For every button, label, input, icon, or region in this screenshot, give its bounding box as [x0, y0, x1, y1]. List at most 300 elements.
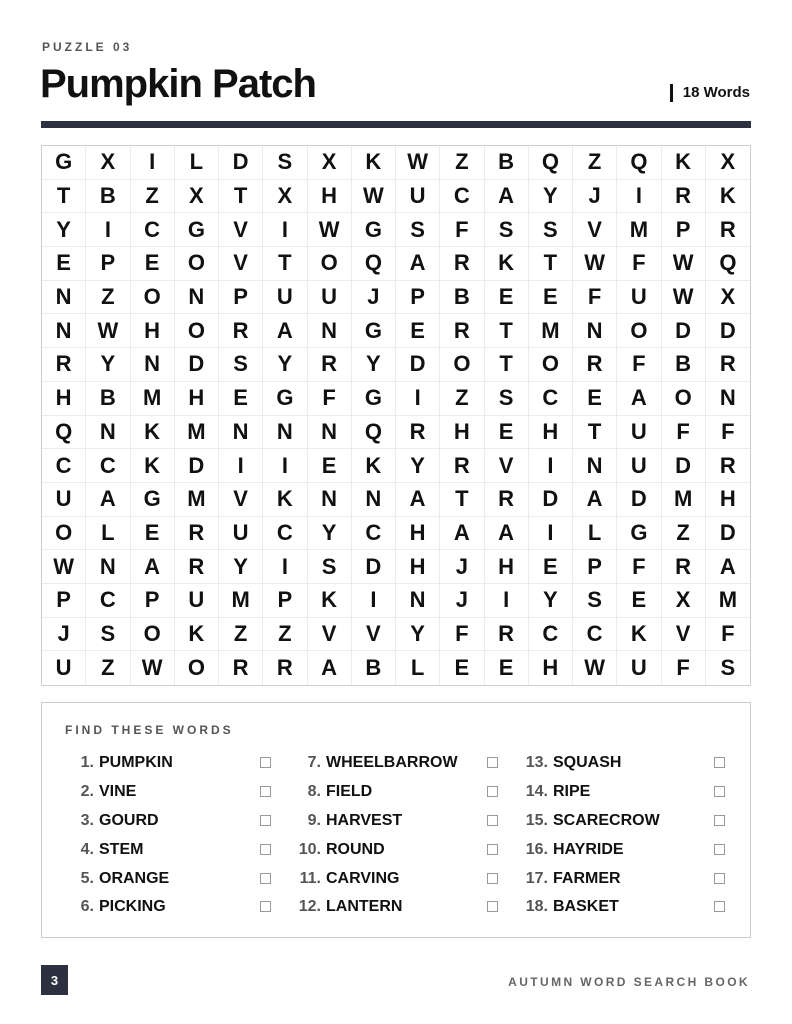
grid-cell[interactable]: W [573, 247, 617, 281]
grid-cell[interactable]: A [485, 517, 529, 551]
grid-cell[interactable]: H [529, 651, 573, 685]
grid-cell[interactable]: L [573, 517, 617, 551]
grid-cell[interactable]: Y [263, 348, 307, 382]
grid-cell[interactable]: K [485, 247, 529, 281]
grid-cell[interactable]: D [396, 348, 440, 382]
grid-cell[interactable]: I [86, 213, 130, 247]
word-checkbox[interactable] [260, 757, 271, 768]
grid-cell[interactable]: S [396, 213, 440, 247]
grid-cell[interactable]: R [175, 550, 219, 584]
grid-cell[interactable]: M [529, 314, 573, 348]
grid-cell[interactable]: E [396, 314, 440, 348]
grid-cell[interactable]: Z [662, 517, 706, 551]
grid-cell[interactable]: W [42, 550, 86, 584]
grid-cell[interactable]: J [42, 618, 86, 652]
word-checkbox[interactable] [714, 757, 725, 768]
grid-cell[interactable]: Y [86, 348, 130, 382]
word-list-item [289, 807, 501, 836]
grid-cell[interactable]: H [529, 416, 573, 450]
grid-cell[interactable]: H [131, 314, 175, 348]
grid-cell[interactable]: K [662, 146, 706, 180]
grid-cell[interactable]: R [706, 213, 750, 247]
grid-cell[interactable]: T [485, 314, 529, 348]
grid-cell[interactable]: U [263, 281, 307, 315]
grid-cell[interactable]: I [617, 180, 661, 214]
word-list-item [516, 778, 728, 807]
grid-cell[interactable]: G [352, 213, 396, 247]
word-number: 12. [298, 898, 321, 916]
grid-cell[interactable]: S [720, 655, 736, 681]
grid-cell[interactable]: L [175, 146, 219, 180]
grid-cell[interactable]: A [131, 550, 175, 584]
grid-cell[interactable]: K [617, 618, 661, 652]
grid-cell[interactable]: O [308, 247, 352, 281]
word-text: FIELD [326, 783, 373, 801]
grid-cell[interactable]: U [617, 651, 661, 685]
grid-cell[interactable]: F [573, 281, 617, 315]
word-text: STEM [99, 840, 144, 858]
grid-cell[interactable]: Z [219, 618, 263, 652]
word-text: GOURD [99, 811, 159, 829]
grid-cell[interactable]: W [396, 146, 440, 180]
grid-cell[interactable]: P [131, 584, 175, 618]
grid-cell[interactable]: M [131, 382, 175, 416]
grid-cell[interactable]: U [617, 281, 661, 315]
grid-cell[interactable]: K [352, 449, 396, 483]
grid-cell[interactable]: R [440, 247, 484, 281]
grid-cell[interactable]: R [263, 651, 307, 685]
grid-cell[interactable]: A [440, 517, 484, 551]
grid-cell[interactable]: N [308, 483, 352, 517]
grid-cell[interactable]: E [219, 382, 263, 416]
grid-cell[interactable]: T [573, 416, 617, 450]
grid-cell[interactable]: G [131, 483, 175, 517]
grid-cell[interactable]: Y [529, 180, 573, 214]
grid-cell[interactable]: W [352, 180, 396, 214]
grid-cell[interactable]: B [86, 180, 130, 214]
grid-cell[interactable]: T [485, 348, 529, 382]
grid-cell[interactable]: O [529, 348, 573, 382]
grid-cell[interactable]: S [529, 213, 573, 247]
grid-cell[interactable]: A [308, 651, 352, 685]
grid-cell[interactable]: V [308, 618, 352, 652]
grid-cell[interactable]: M [617, 213, 661, 247]
grid-cell[interactable]: F [662, 416, 706, 450]
grid-cell[interactable]: W [131, 651, 175, 685]
grid-cell[interactable]: X [263, 180, 307, 214]
word-column-1 [62, 749, 274, 922]
word-number: 1. [80, 754, 94, 772]
word-text: ORANGE [99, 869, 170, 887]
grid-cell[interactable]: B [86, 382, 130, 416]
grid-cell[interactable]: E [308, 449, 352, 483]
word-list-item [516, 749, 728, 778]
grid-cell[interactable]: C [86, 584, 130, 618]
grid-cell[interactable]: Y [529, 584, 573, 618]
grid-cell[interactable]: D [662, 314, 706, 348]
grid-cell[interactable]: U [42, 651, 86, 685]
grid-cell[interactable]: N [175, 281, 219, 315]
grid-cell[interactable]: D [175, 449, 219, 483]
grid-cell[interactable]: H [175, 382, 219, 416]
grid-cell[interactable]: X [86, 146, 130, 180]
grid-cell[interactable]: I [263, 550, 307, 584]
grid-cell[interactable]: X [706, 146, 750, 180]
grid-cell[interactable]: E [529, 550, 573, 584]
grid-cell[interactable]: R [706, 348, 750, 382]
grid-cell[interactable]: Q [706, 247, 750, 281]
grid-cell[interactable]: X [662, 584, 706, 618]
grid-cell[interactable]: Q [42, 416, 86, 450]
grid-cell[interactable]: M [175, 416, 219, 450]
word-checkbox[interactable] [714, 786, 725, 797]
word-checkbox[interactable] [260, 844, 271, 855]
grid-cell[interactable]: Z [86, 281, 130, 315]
grid-cell[interactable]: R [396, 416, 440, 450]
grid-cell[interactable]: E [573, 382, 617, 416]
grid-cell[interactable]: N [573, 314, 617, 348]
grid-cell[interactable]: X [706, 281, 750, 315]
grid-cell[interactable]: G [352, 382, 396, 416]
grid-cell[interactable]: G [352, 314, 396, 348]
word-checkbox[interactable] [260, 873, 271, 884]
grid-cell[interactable]: A [263, 314, 307, 348]
grid-cell[interactable]: C [86, 449, 130, 483]
grid-cell[interactable]: F [617, 550, 661, 584]
grid-cell[interactable]: M [706, 584, 750, 618]
grid-cell[interactable]: O [662, 382, 706, 416]
grid-cell[interactable]: J [352, 281, 396, 315]
grid-cell[interactable]: C [42, 449, 86, 483]
grid-cell[interactable]: Q [617, 146, 661, 180]
grid-cell[interactable]: F [440, 618, 484, 652]
grid-cell[interactable]: R [485, 483, 529, 517]
grid-cell[interactable]: A [617, 382, 661, 416]
grid-cell[interactable]: N [308, 416, 352, 450]
grid-cell[interactable]: N [352, 483, 396, 517]
grid-cell[interactable]: A [485, 180, 529, 214]
word-checkbox[interactable] [714, 844, 725, 855]
grid-cell[interactable]: F [706, 416, 750, 450]
grid-cell[interactable]: N [42, 281, 86, 315]
grid-cell[interactable]: O [440, 348, 484, 382]
header-rule [41, 121, 751, 128]
grid-cell[interactable]: F [706, 618, 750, 652]
grid-cell[interactable]: I [352, 584, 396, 618]
grid-cell[interactable]: N [131, 348, 175, 382]
grid-cell[interactable]: E [485, 416, 529, 450]
grid-cell[interactable]: R [175, 517, 219, 551]
grid-cell[interactable]: B [440, 281, 484, 315]
grid-cell[interactable]: K [352, 146, 396, 180]
grid-cell[interactable]: N [42, 314, 86, 348]
grid-cell[interactable]: O [175, 651, 219, 685]
grid-cell[interactable]: H [396, 550, 440, 584]
grid-cell[interactable]: Z [440, 146, 484, 180]
grid-cell[interactable]: D [352, 550, 396, 584]
grid-cell[interactable]: K [308, 584, 352, 618]
grid-cell[interactable]: V [219, 213, 263, 247]
grid-cell[interactable]: W [662, 281, 706, 315]
grid-cell[interactable]: S [86, 618, 130, 652]
grid-cell[interactable]: J [440, 584, 484, 618]
grid-cell[interactable]: A [86, 483, 130, 517]
grid-cell[interactable]: T [42, 180, 86, 214]
grid-cell[interactable]: B [662, 348, 706, 382]
grid-cell[interactable]: R [573, 348, 617, 382]
word-number: 14. [525, 783, 548, 801]
grid-cell[interactable]: Z [263, 618, 307, 652]
grid-cell[interactable]: R [219, 314, 263, 348]
grid-cell[interactable]: E [440, 651, 484, 685]
grid-cell[interactable]: F [617, 247, 661, 281]
word-checkbox[interactable] [487, 844, 498, 855]
grid-cell[interactable]: P [573, 550, 617, 584]
grid-cell[interactable]: C [529, 618, 573, 652]
grid-cell[interactable]: V [219, 247, 263, 281]
grid-cell[interactable]: C [352, 517, 396, 551]
grid-cell[interactable]: F [440, 213, 484, 247]
grid-cell[interactable]: O [175, 314, 219, 348]
grid-cell[interactable]: K [706, 180, 750, 214]
grid-cell[interactable]: H [308, 180, 352, 214]
grid-cell[interactable]: T [219, 180, 263, 214]
word-checkbox[interactable] [260, 786, 271, 797]
grid-cell[interactable]: N [706, 382, 750, 416]
grid-cell[interactable]: V [219, 483, 263, 517]
word-checkbox[interactable] [487, 757, 498, 768]
grid-cell[interactable]: H [42, 382, 86, 416]
grid-cell[interactable]: P [86, 247, 130, 281]
grid-cell[interactable]: F [662, 651, 706, 685]
grid-cell[interactable]: N [86, 416, 130, 450]
grid-cell[interactable]: U [308, 281, 352, 315]
grid-cell[interactable]: R [662, 550, 706, 584]
grid-cell[interactable]: R [308, 348, 352, 382]
word-checkbox[interactable] [714, 901, 725, 912]
grid-cell[interactable]: E [529, 281, 573, 315]
grid-cell[interactable]: I [263, 213, 307, 247]
grid-cell[interactable]: P [42, 584, 86, 618]
grid-cell[interactable]: V [573, 213, 617, 247]
word-number: 16. [525, 840, 548, 858]
grid-cell[interactable]: U [219, 517, 263, 551]
grid-cell[interactable]: I [263, 449, 307, 483]
word-list-item [62, 749, 274, 778]
grid-cell[interactable]: Y [308, 517, 352, 551]
grid-cell[interactable]: G [263, 382, 307, 416]
grid-cell[interactable]: F [308, 382, 352, 416]
grid-cell[interactable]: J [573, 180, 617, 214]
grid-cell[interactable]: E [485, 281, 529, 315]
grid-cell[interactable]: Z [131, 180, 175, 214]
grid-cell[interactable]: E [42, 247, 86, 281]
grid-cell[interactable]: N [573, 449, 617, 483]
grid-cell[interactable]: V [352, 618, 396, 652]
grid-cell[interactable]: Q [352, 247, 396, 281]
grid-cell[interactable]: G [175, 213, 219, 247]
grid-cell[interactable]: E [131, 247, 175, 281]
word-list-item [516, 807, 728, 836]
grid-cell[interactable]: Q [529, 146, 573, 180]
grid-cell[interactable]: M [219, 584, 263, 618]
word-text: BASKET [553, 898, 619, 916]
grid-cell[interactable]: I [396, 382, 440, 416]
grid-cell[interactable]: D [219, 146, 263, 180]
grid-cell[interactable]: W [86, 314, 130, 348]
grid-cell[interactable]: P [396, 281, 440, 315]
grid-cell[interactable]: T [263, 247, 307, 281]
word-checkbox[interactable] [487, 815, 498, 826]
grid-cell[interactable]: C [131, 213, 175, 247]
grid-cell[interactable]: Y [42, 213, 86, 247]
grid-cell[interactable]: R [485, 618, 529, 652]
grid-cell[interactable]: A [396, 483, 440, 517]
grid-cell[interactable]: E [131, 517, 175, 551]
grid-cell[interactable]: E [485, 651, 529, 685]
grid-cell[interactable]: N [86, 550, 130, 584]
grid-cell[interactable]: W [573, 651, 617, 685]
grid-cell[interactable]: U [617, 449, 661, 483]
word-count: 18 Words [670, 84, 750, 102]
grid-cell[interactable]: M [175, 483, 219, 517]
grid-cell[interactable]: I [485, 584, 529, 618]
grid-cell[interactable]: Y [219, 550, 263, 584]
grid-cell[interactable]: A [706, 550, 750, 584]
grid-cell[interactable]: N [396, 584, 440, 618]
grid-cell[interactable]: U [617, 416, 661, 450]
grid-cell[interactable]: V [662, 618, 706, 652]
grid-cell[interactable]: S [263, 146, 307, 180]
grid-cell[interactable]: N [263, 416, 307, 450]
grid-cell[interactable]: T [440, 483, 484, 517]
grid-cell[interactable]: S [219, 348, 263, 382]
grid-cell[interactable]: G [617, 517, 661, 551]
grid-cell[interactable]: U [396, 180, 440, 214]
grid-cell[interactable]: R [706, 449, 750, 483]
word-list-item [516, 864, 728, 893]
grid-cell[interactable]: H [396, 517, 440, 551]
grid-cell[interactable]: C [529, 382, 573, 416]
word-text: PICKING [99, 898, 166, 916]
grid-cell[interactable]: J [440, 550, 484, 584]
grid-cell[interactable]: A [396, 247, 440, 281]
grid-cell[interactable]: W [308, 213, 352, 247]
grid-cell[interactable]: S [573, 584, 617, 618]
grid-cell[interactable]: R [440, 314, 484, 348]
grid-cell[interactable]: H [440, 416, 484, 450]
word-checkbox[interactable] [714, 815, 725, 826]
grid-cell[interactable]: I [529, 517, 573, 551]
grid-cell[interactable]: I [529, 449, 573, 483]
grid-cell[interactable]: C [440, 180, 484, 214]
grid-cell[interactable]: S [485, 213, 529, 247]
grid-cell[interactable]: N [219, 416, 263, 450]
grid-cell[interactable]: Y [352, 348, 396, 382]
grid-cell[interactable]: S [308, 550, 352, 584]
grid-cell[interactable]: R [440, 449, 484, 483]
grid-cell[interactable]: X [175, 180, 219, 214]
word-list-item [289, 778, 501, 807]
grid-cell[interactable]: D [529, 483, 573, 517]
grid-cell[interactable]: F [617, 348, 661, 382]
grid-cell[interactable]: K [175, 618, 219, 652]
grid-cell[interactable]: O [42, 517, 86, 551]
grid-cell[interactable]: U [175, 584, 219, 618]
grid-cell[interactable]: G [42, 146, 86, 180]
page-number: 3 [41, 965, 68, 995]
grid-cell[interactable]: O [175, 247, 219, 281]
word-checkbox[interactable] [260, 815, 271, 826]
grid-cell[interactable]: U [42, 483, 86, 517]
grid-cell[interactable]: Z [573, 146, 617, 180]
grid-cell[interactable]: K [131, 416, 175, 450]
grid-cell[interactable]: O [617, 314, 661, 348]
grid-cell[interactable]: Y [396, 618, 440, 652]
grid-cell[interactable]: R [662, 180, 706, 214]
grid-cell[interactable]: D [706, 517, 750, 551]
word-list-item [62, 864, 274, 893]
grid-cell[interactable]: S [485, 382, 529, 416]
grid-cell[interactable]: Z [86, 651, 130, 685]
grid-cell[interactable]: R [219, 651, 263, 685]
grid-cell[interactable]: I [131, 146, 175, 180]
grid-cell[interactable]: E [617, 584, 661, 618]
grid-cell[interactable]: O [131, 281, 175, 315]
grid-cell[interactable]: X [308, 146, 352, 180]
grid-cell[interactable]: D [617, 483, 661, 517]
grid-cell[interactable]: W [662, 247, 706, 281]
grid-cell[interactable]: N [308, 314, 352, 348]
grid-cell[interactable]: L [86, 517, 130, 551]
grid-cell[interactable]: D [662, 449, 706, 483]
word-checkbox[interactable] [260, 901, 271, 912]
word-number: 7. [307, 754, 321, 772]
grid-cell[interactable]: H [485, 550, 529, 584]
grid-cell[interactable]: T [529, 247, 573, 281]
grid-cell[interactable]: B [485, 146, 529, 180]
word-number: 3. [80, 811, 94, 829]
grid-cell[interactable]: I [219, 449, 263, 483]
grid-cell[interactable]: V [485, 449, 529, 483]
grid-cell[interactable]: H [706, 483, 750, 517]
word-list-item [289, 749, 501, 778]
word-checkbox[interactable] [487, 873, 498, 884]
grid-cell[interactable]: B [352, 651, 396, 685]
grid-cell[interactable]: P [219, 281, 263, 315]
grid-cell[interactable]: P [263, 584, 307, 618]
grid-cell[interactable]: K [131, 449, 175, 483]
grid-cell[interactable]: M [662, 483, 706, 517]
grid-cell[interactable]: Z [440, 382, 484, 416]
grid-cell[interactable]: C [263, 517, 307, 551]
grid-cell[interactable]: L [396, 651, 440, 685]
grid-cell[interactable]: C [573, 618, 617, 652]
grid-cell[interactable]: A [573, 483, 617, 517]
puzzle-label: PUZZLE 03 [42, 40, 133, 54]
grid-cell[interactable]: K [263, 483, 307, 517]
grid-cell[interactable]: D [706, 314, 750, 348]
word-checkbox[interactable] [487, 786, 498, 797]
word-checkbox[interactable] [714, 873, 725, 884]
grid-cell[interactable]: Q [352, 416, 396, 450]
grid-cell[interactable]: O [131, 618, 175, 652]
grid-cell[interactable]: Y [396, 449, 440, 483]
grid-cell[interactable]: P [662, 213, 706, 247]
grid-cell[interactable]: D [175, 348, 219, 382]
word-checkbox[interactable] [487, 901, 498, 912]
grid-cell[interactable]: R [42, 348, 86, 382]
